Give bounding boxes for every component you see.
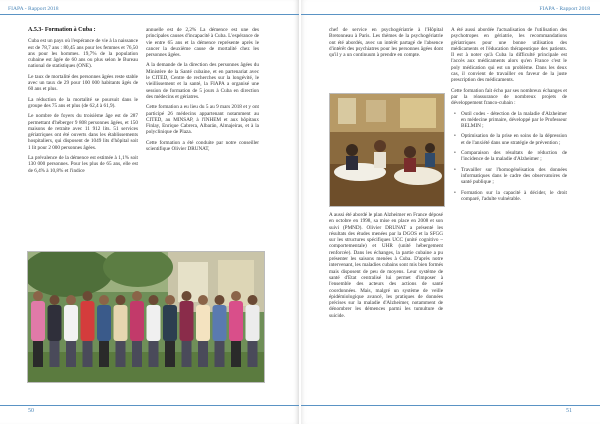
right-column-1-top — [329, 27, 443, 62]
list-item: • Travailler sur l'homogénéisation des données informatiques dans le cadre des observatoires de santé publique ; — [461, 167, 567, 186]
paragraph: Le nombre de foyers du troisième âge est de 287 permettant d'héberger 9 808 personnes âgées, et 150 maisons de retraite avec 11 912 lits. 51 services gériatriques ont été ouverts dans les établissements hospitaliers, qui disposent de 1049 lits d'hôpital soit 1 lit pour 2 000 personnes âgées. — [28, 113, 138, 151]
paragraph: A aussi été abordé le plan Alzheimer en France déposé en octobre en 1998, sa mise en place en 2008 et son suivi (PMND). Olivier DRUNAT a présenté les résultats des études menées par la DGOS et la SFGG sur les structures spécifiques UCC (unité cognitivo – comportementale) et UHR (unité hébergement renforcée). Dans les échanges, la partie cubaine a pu présenter les saisons menées à Cuba. D'après notre intervenant, les maladies cubains sont mis bien formés mais disposent de peu de moyens. Leur système de santé d'Etat centralisé lui permet d'imposer à l'ensemble des acteurs des actions de santé coordonnées. Mais, malgré un système de veille épidémiologique avancé, les pratiques de données précises sur la maladie d'Alzheimer, notamment de dénombrer les démences parmi les tumulture de suicide. — [329, 212, 443, 319]
paragraph: Cuba est un pays où l'espérance de vie à la naissance est de 78,7 ans : 80,45 ans pour les femmes et 76,50 ans pour les hommes. 19,7% de la population cubaine est âgée de 60 ans ou plus selon le Bureau national de statistiques (ONE). — [28, 38, 138, 70]
right-bottom-rule — [301, 405, 600, 406]
list-item: • Outil codes - détection de la maladie d'Alzheimer en médecine primaire, développé par le Professeur BELMIN ; — [461, 111, 567, 130]
right-page-number: 51 — [566, 408, 572, 414]
list-item: • Formation sur la capacité à décider, le droit comparé, l'adulte vulnérable. — [461, 190, 567, 203]
left-column-2 — [146, 27, 259, 156]
paragraph: A été aussi abordée l'actualisation de l'utilisation des psychotropes en gériatrie, les recommandations gériatriques pour une bonne utilisation des médicaments et l'éducation thérapeutique des patients. Il est à noter qu'à Cuba la difficulté principale est l'accès aux médicaments alors qu'en France c'est le poly médication qui est un problème. Dans les deux cas, il convient de travailler en faveur de la juste prescription des médicaments. — [451, 27, 567, 84]
right-column-1-bottom — [329, 212, 443, 323]
right-top-rule — [301, 14, 600, 15]
right-column-2 — [451, 27, 567, 206]
paragraph: chef de service en psychogériatrie à l'Hôpital Bretonneau à Paris. Les thèmes de la psychogériatrie ont été abordés, avec un intérêt partagé de l'absence d'intérêt des psychiatres pour les personnes âgées dont qu'il y a un continuum à prendre en compte. — [329, 27, 443, 59]
right-running-header: FIAPA - Rapport 2018 — [539, 6, 590, 12]
list-item: • Optimisation de la prise en soins de la dépression et de l'anxiété dans une stratégie de prévention ; — [461, 133, 567, 146]
list-item: • Comparaison des résultats de réduction de l'incidence de la maladie d'Alzheimer ; — [461, 150, 567, 163]
dining-room-photo — [329, 93, 445, 207]
paragraph: Cette formation fait écho par ses nombreux échanges et par la réassurance de nombreux projets de développement franco-cubain : — [451, 87, 567, 107]
paragraph: La prévalence de la démence est estimée à 1,1% soit 130 000 personnes. Pour les plus de 65 ans, elle est de 6,4% à 10,8% et l'indice — [28, 155, 138, 174]
right-page — [301, 0, 600, 424]
project-list — [451, 111, 567, 203]
left-running-header: FIAPA - Rapport 2018 — [8, 6, 59, 12]
left-top-rule — [0, 14, 299, 15]
paragraph: annuelle est de 2,2% La démence est une des principales causes d'incapacité à Cuba. L'espérance de vie entre 65 ans et la démence représente après le cancer la deuxième cause de mortalité chez les personnes âgées. — [146, 27, 259, 59]
left-page-number: 50 — [28, 408, 34, 414]
left-page — [0, 0, 299, 424]
paragraph: Cette formation a eu lieu du 5 au 9 mars 2018 et y ont participé 26 médecins appartenant notamment au CITED, au MINSAP, à l'INHEM et aux hôpitaux Finlay, Enrique Cabrera, Albarán, Almajeiras, et à la polyclinique de Plaza. — [146, 104, 259, 136]
group-photo — [27, 251, 265, 383]
paragraph: Cette formation a été conduite par notre conseiller scientifique Olivier DRUNAT, — [146, 139, 259, 153]
paragraph: La réduction de la mortalité se poursuit dans le groupe des 75 ans et plus (de 62,4 à 61,9). — [28, 96, 138, 109]
section-heading: A.5.3- Formation à Cuba : — [28, 27, 96, 33]
paragraph: Le taux de mortalité des personnes âgées reste stable avec un taux de 29 pour 100 000 habitants âgés de 60 ans et plus. — [28, 73, 138, 93]
left-column-1 — [28, 27, 138, 178]
paragraph: A la demande de la direction des personnes âgées du Ministère de la Santé cubaine, et en partenariat avec le CITED, Centre de recherches sur la longévité, le vieillissement et la santé, la FIAPA a organisé une session de formation de 5 jours à Cuba en direction des médecins et gériatres. — [146, 62, 259, 100]
left-bottom-rule — [0, 405, 299, 406]
